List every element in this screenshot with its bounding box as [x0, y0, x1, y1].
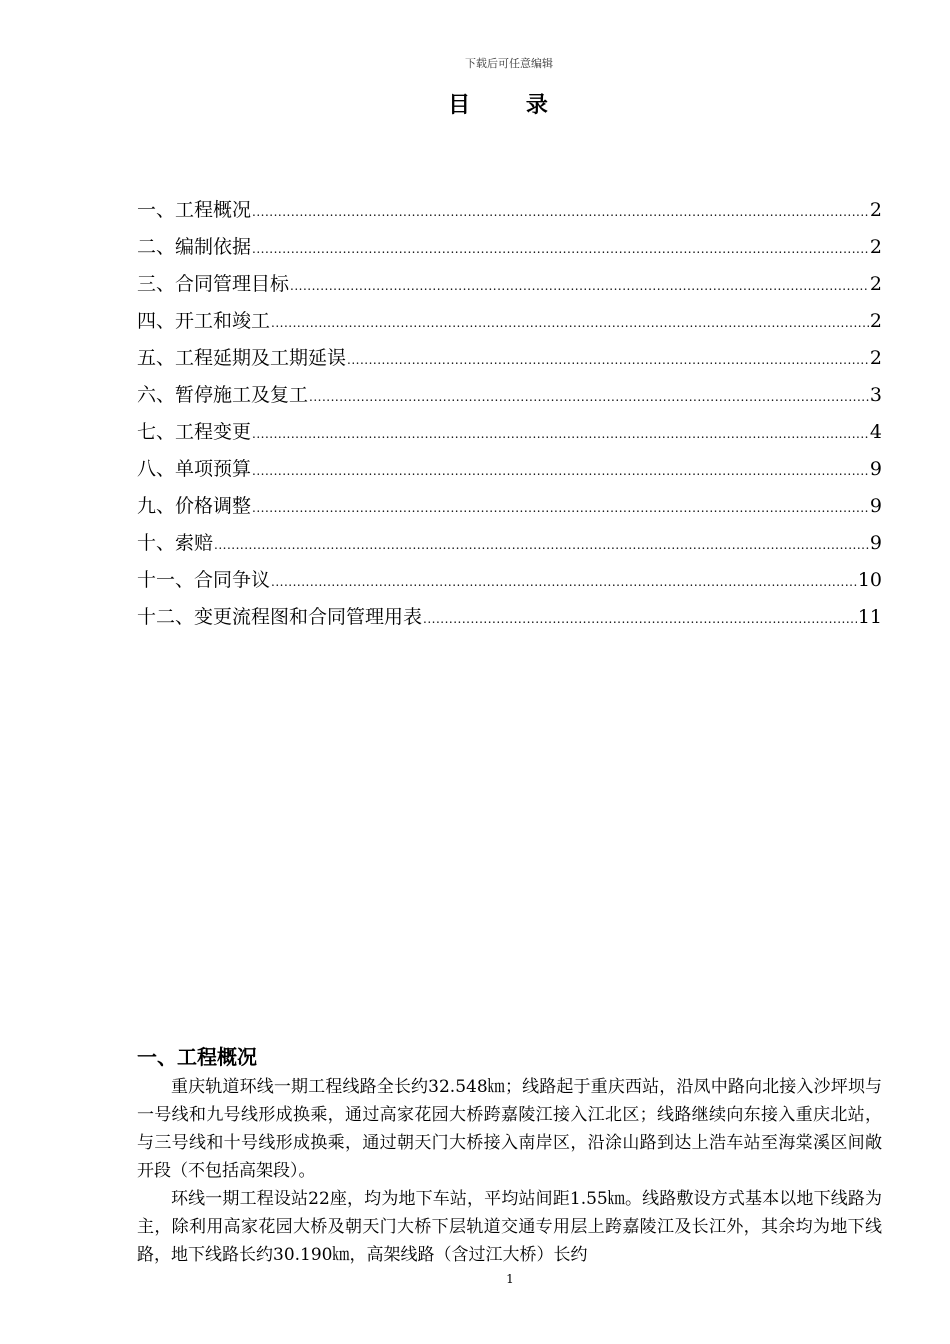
toc-entry[interactable]: [137, 377, 882, 414]
toc-leader-dots: [271, 305, 869, 342]
section-body: [137, 1073, 882, 1269]
toc-entry-page: 10: [857, 569, 882, 591]
toc-entry[interactable]: [137, 340, 882, 377]
toc-entry-label: 二、编制依据: [137, 236, 252, 258]
toc-leader-dots: [252, 416, 869, 453]
toc-entry-page: 4: [869, 421, 882, 443]
toc-entry-label: 三、合同管理目标: [137, 273, 290, 295]
body-paragraph: 重庆轨道环线一期工程线路全长约32.548㎞；线路起于重庆西站，沿凤中路向北接入沙坪坝与一号线和九号线形成换乘，通过高家花园大桥跨嘉陵江接入江北区；线路继续向东接入重庆北站，与三号线和十号线形成换乘，通过朝天门大桥接入南岸区，沿涂山路到达上浩车站至海棠溪区间敞开段（不包括高架段）。: [137, 1077, 882, 1181]
toc-leader-dots: [271, 564, 857, 601]
toc-leader-dots: [423, 601, 857, 638]
toc-entry-page: 2: [869, 310, 882, 332]
toc-leader-dots: [252, 194, 869, 231]
toc-entry-page: 2: [869, 347, 882, 369]
toc-leader-dots: [309, 379, 869, 416]
toc-entry[interactable]: [137, 488, 882, 525]
toc-entry[interactable]: [137, 599, 882, 636]
toc-leader-dots: [214, 527, 869, 564]
toc-entry-label: 五、工程延期及工期延误: [137, 347, 347, 369]
toc-leader-dots: [252, 231, 869, 268]
toc-entry[interactable]: [137, 525, 882, 562]
table-of-contents: [137, 192, 882, 636]
toc-entry-page: 9: [869, 495, 882, 517]
toc-entry[interactable]: [137, 562, 882, 599]
toc-entry-page: 11: [857, 606, 882, 628]
toc-entry-label: 十二、变更流程图和合同管理用表: [137, 606, 423, 628]
toc-entry-label: 四、开工和竣工: [137, 310, 271, 332]
toc-entry-page: 9: [869, 532, 882, 554]
toc-leader-dots: [347, 342, 869, 379]
toc-entry-page: 9: [869, 458, 882, 480]
toc-entry-label: 九、价格调整: [137, 495, 252, 517]
section-heading: 一、工程概况: [137, 1045, 257, 1069]
toc-entry-label: 十一、合同争议: [137, 569, 271, 591]
toc-entry-page: 3: [869, 384, 882, 406]
toc-entry-page: 2: [869, 273, 882, 295]
toc-entry[interactable]: [137, 192, 882, 229]
toc-entry-label: 八、单项预算: [137, 458, 252, 480]
toc-leader-dots: [252, 490, 869, 527]
toc-entry-label: 七、工程变更: [137, 421, 252, 443]
toc-entry-label: 六、暂停施工及复工: [137, 384, 309, 406]
toc-leader-dots: [252, 453, 869, 490]
toc-title: 目 录: [448, 93, 572, 118]
header-note: 下载后可任意编辑: [465, 57, 553, 70]
toc-entry-label: 一、工程概况: [137, 199, 252, 221]
toc-entry[interactable]: [137, 451, 882, 488]
toc-entry-label: 十、索赔: [137, 532, 214, 554]
body-paragraph: 环线一期工程设站22座，均为地下车站，平均站间距1.55㎞。线路敷设方式基本以地下线路为主，除利用高家花园大桥及朝天门大桥下层轨道交通专用层上跨嘉陵江及长江外，其余均为地下线路，地下线路长约30.190㎞，高架线路（含过江大桥）长约: [137, 1189, 882, 1265]
toc-entry[interactable]: [137, 414, 882, 451]
toc-entry[interactable]: [137, 266, 882, 303]
toc-leader-dots: [290, 268, 869, 305]
toc-entry-page: 2: [869, 236, 882, 258]
toc-entry[interactable]: [137, 229, 882, 266]
page-number: 1: [506, 1272, 514, 1286]
toc-entry[interactable]: [137, 303, 882, 340]
toc-entry-page: 2: [869, 199, 882, 221]
